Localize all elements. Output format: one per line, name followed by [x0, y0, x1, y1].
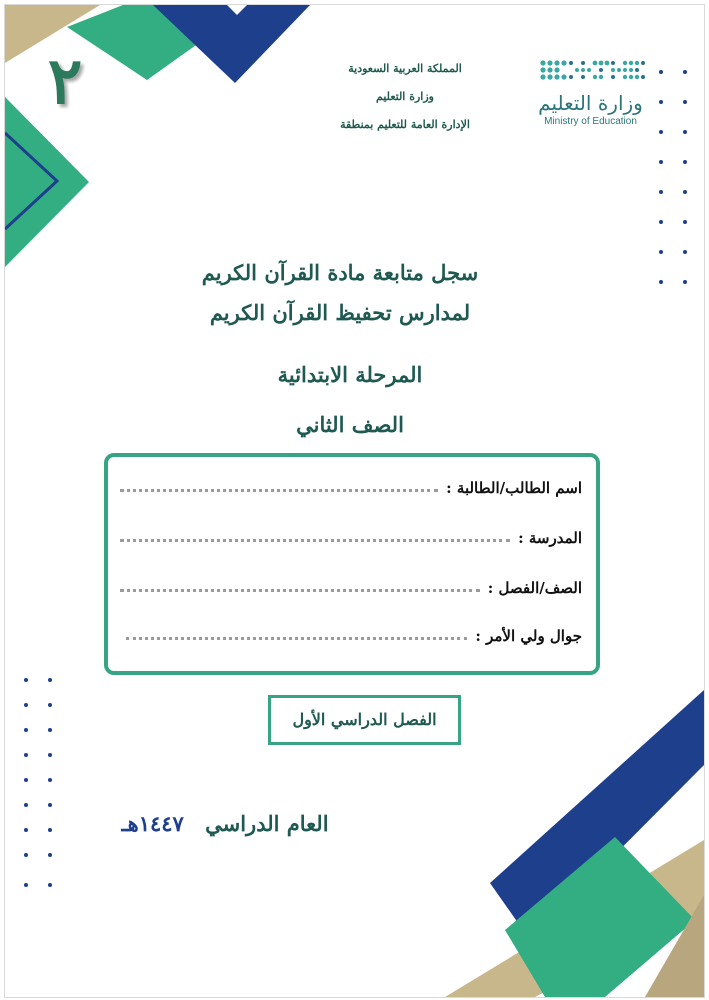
class-label: الصف/الفصل :: [487, 579, 582, 597]
logo-dots-icon: [533, 57, 653, 91]
document-title: [155, 253, 525, 333]
academic-year: [85, 811, 365, 836]
organization-header: [325, 55, 485, 139]
school-field[interactable]: [120, 539, 510, 542]
academic-year-value: ١٤٤٧هـ: [121, 811, 184, 836]
title-line-2: لمدارس تحفيظ القرآن الكريم: [209, 300, 471, 325]
title-line-1: سجل متابعة مادة القرآن الكريم: [201, 260, 479, 285]
header-line-ministry: وزارة التعليم: [376, 90, 434, 103]
student-info-box: [104, 453, 600, 675]
deco-dot-grid-left: [24, 678, 52, 887]
stage-label: المرحلة الابتدائية: [277, 362, 423, 387]
student-name-field[interactable]: [120, 489, 438, 492]
guardian-phone-field[interactable]: [126, 637, 467, 640]
deco-dot-grid-right: [659, 70, 687, 284]
term-box: الفصل الدراسي الأول: [268, 695, 461, 745]
logo-english-text: Ministry of Education: [544, 116, 637, 127]
cover-page: [4, 4, 705, 998]
header-line-directorate: الإدارة العامة للتعليم بمنطقة: [340, 118, 470, 131]
grade-numeral: ٢: [47, 44, 83, 119]
form-row-school: [120, 517, 582, 547]
ministry-logo: [533, 57, 653, 132]
grade-label: الصف الثاني: [296, 412, 404, 437]
deco-green-left: [5, 97, 89, 267]
stage-block: [235, 350, 465, 450]
guardian-phone-label: جوال ولي الأمر :: [475, 627, 582, 645]
header-line-kingdom: المملكة العربية السعودية: [348, 62, 462, 75]
form-row-guardian-phone: [120, 615, 582, 645]
academic-year-label: العام الدراسي: [205, 811, 329, 836]
form-row-student-name: [120, 467, 582, 497]
student-name-label: اسم الطالب/الطالبة :: [446, 479, 582, 497]
school-label: المدرسة :: [518, 529, 582, 547]
form-row-class: [120, 567, 582, 597]
logo-arabic-text: وزارة التعليم: [538, 91, 643, 115]
class-field[interactable]: [120, 589, 480, 592]
